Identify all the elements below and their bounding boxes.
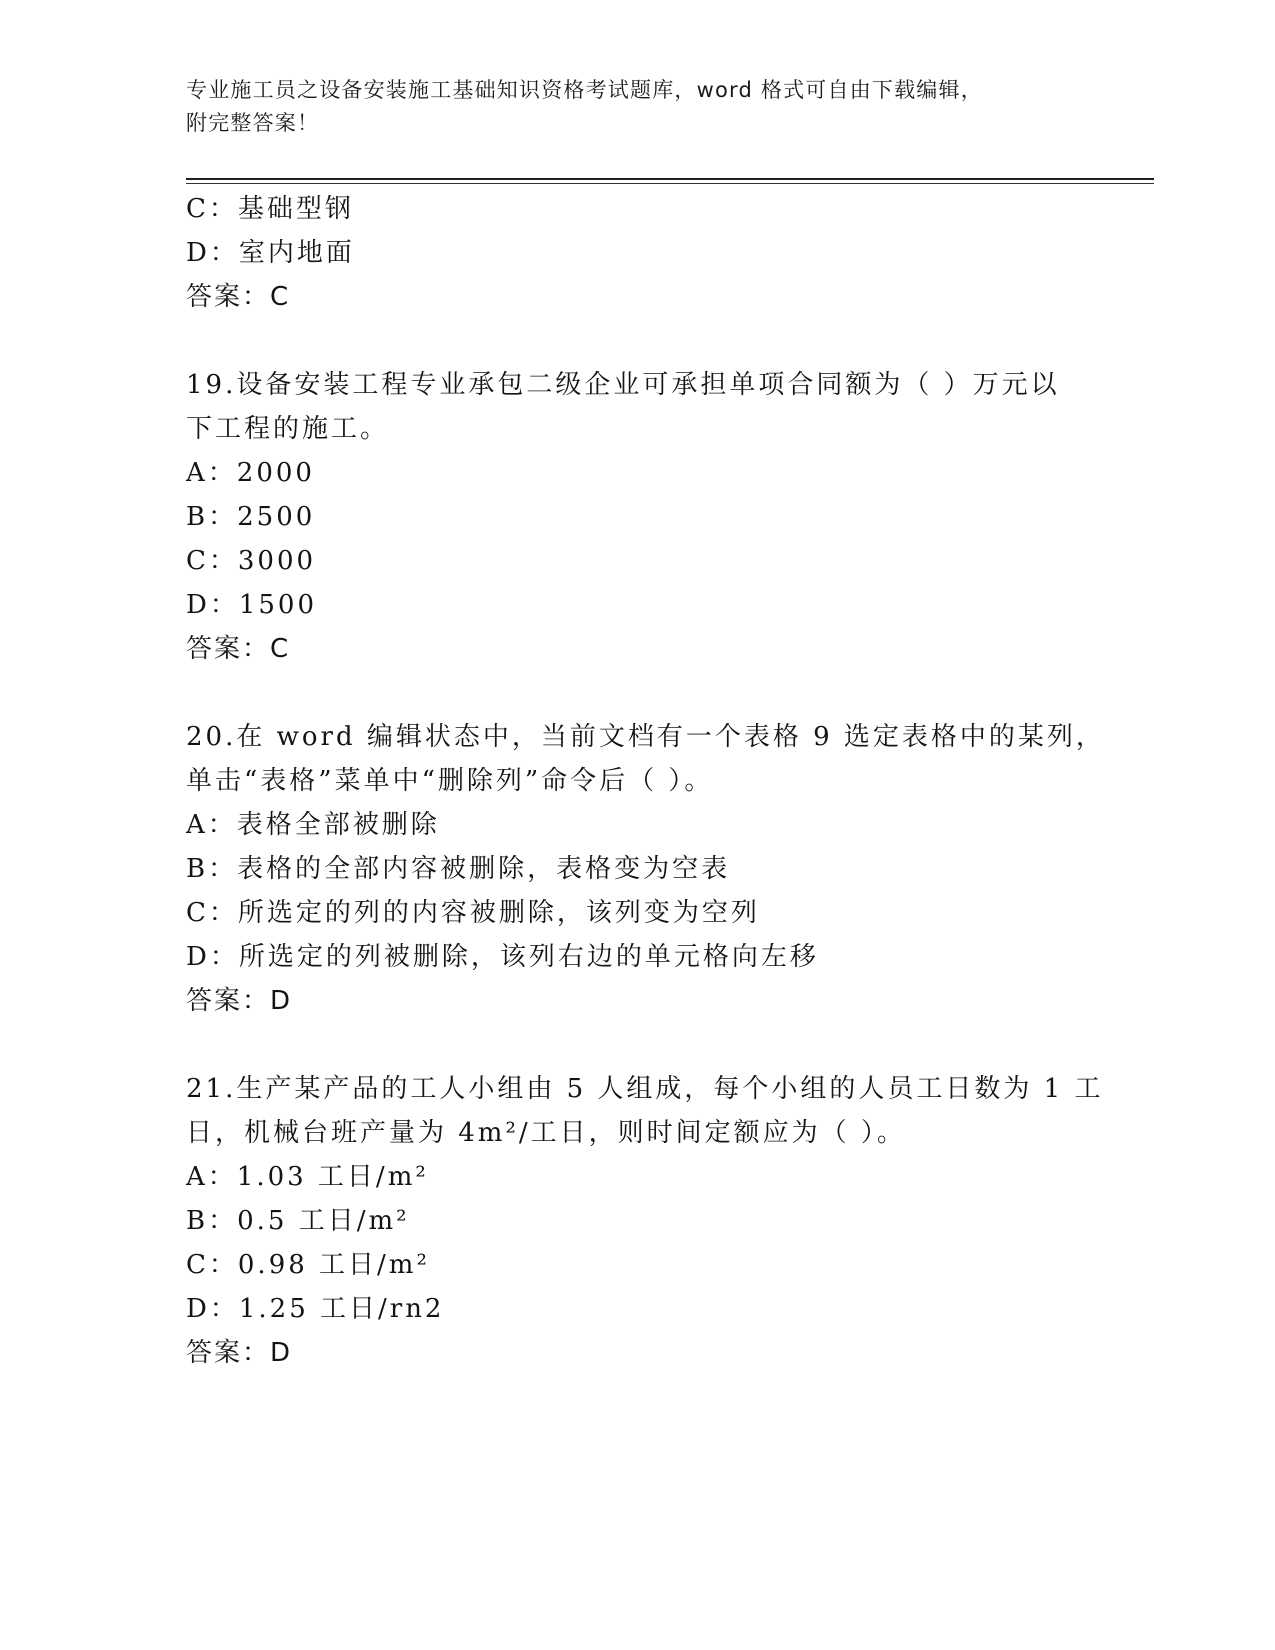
q19-stem-line-1: 19.设备安装工程专业承包二级企业可承担单项合同额为（ ）万元以	[186, 370, 1060, 400]
header-divider-thick	[186, 178, 1154, 180]
q21-stem-line-2: 日，机械台班产量为 4m²/工日，则时间定额应为（ ）。	[186, 1118, 906, 1148]
prev-option-c: C：基础型钢	[186, 194, 354, 224]
q20-option-a: A：表格全部被删除	[186, 810, 440, 840]
q20-option-c: C：所选定的列的内容被删除，该列变为空列	[186, 898, 760, 928]
q21-option-a: A：1.03 工日/m²	[186, 1162, 429, 1192]
q19-stem-line-2: 下工程的施工。	[186, 414, 390, 444]
prev-answer: 答案：C	[186, 282, 291, 312]
q20-stem-line-2: 单击“表格”菜单中“删除列”命令后（ ）。	[186, 766, 714, 796]
q20-stem-line-1: 20.在 word 编辑状态中，当前文档有一个表格 9 选定表格中的某列，	[186, 722, 1105, 752]
q21-option-c: C：0.98 工日/m²	[186, 1250, 430, 1280]
header-divider-thin	[186, 183, 1154, 184]
q20-option-d: D：所选定的列被删除，该列右边的单元格向左移	[186, 942, 819, 972]
q19-option-c: C：3000	[186, 546, 317, 576]
prev-option-d: D：室内地面	[186, 238, 355, 268]
q19-option-d: D：1500	[186, 590, 318, 620]
q21-answer: 答案：D	[186, 1338, 293, 1368]
q21-option-b: B：0.5 工日/m²	[186, 1206, 410, 1236]
document-header	[186, 74, 1096, 140]
header-line-1: 专业施工员之设备安装施工基础知识资格考试题库，word 格式可自由下载编辑，	[186, 78, 983, 102]
q20-answer: 答案：D	[186, 986, 293, 1016]
q20-option-b: B：表格的全部内容被删除，表格变为空表	[186, 854, 731, 884]
q19-answer: 答案：C	[186, 634, 291, 664]
q21-option-d: D：1.25 工日/rn2	[186, 1294, 445, 1324]
q19-option-a: A：2000	[186, 458, 315, 488]
q21-stem-line-1: 21.生产某产品的工人小组由 5 人组成，每个小组的人员工日数为 1 工	[186, 1074, 1104, 1104]
header-line-2: 附完整答案！	[186, 111, 320, 135]
q19-option-b: B：2500	[186, 502, 316, 532]
